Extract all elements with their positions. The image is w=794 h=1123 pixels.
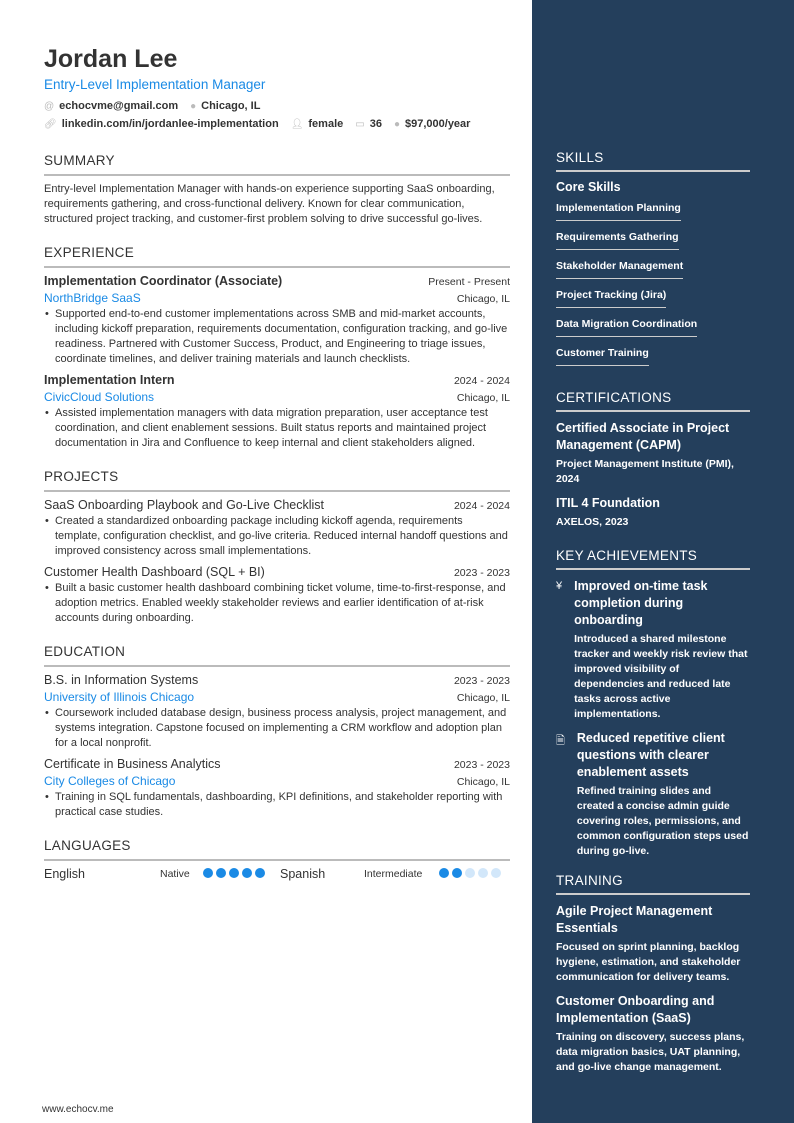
edu-org: University of Illinois Chicago: [44, 690, 195, 704]
summary-heading: SUMMARY: [44, 153, 510, 176]
main-column: [44, 44, 510, 881]
experience-item: [44, 373, 510, 451]
education-item: [44, 757, 510, 820]
achievement-text: Introduced a shared milestone tracker and weekly risk review that improved visibility of dependencies and reduced late tasks across active implementations.: [574, 633, 748, 720]
project-item: [44, 498, 510, 559]
training-title: Agile Project Management Essentials: [556, 904, 713, 935]
language-name: English: [44, 867, 85, 881]
contact-row-1: [44, 98, 510, 115]
skill-item: Project Tracking (Jira): [556, 289, 666, 308]
cert-name: ITIL 4 Foundation: [556, 496, 660, 510]
rating-dot: [255, 868, 265, 878]
location: Chicago, IL: [201, 100, 261, 112]
project-dates: 2024 - 2024: [453, 500, 510, 512]
rating-dot: [229, 868, 239, 878]
edu-bullet: • Coursework included database design, business process analysis, project management, and systems integration. Capstone focused on implementing a CRM workflow and adoption plan for a local nonprofit.: [44, 706, 510, 751]
language-rating: [436, 867, 501, 881]
achievements-heading: KEY ACHIEVEMENTS: [556, 548, 750, 570]
edu-title: Certificate in Business Analytics: [44, 757, 221, 771]
languages-row: [44, 867, 510, 881]
at-icon: @: [44, 101, 55, 112]
certification-item: [556, 420, 750, 487]
projects-heading: PROJECTS: [44, 469, 510, 492]
languages-heading: LANGUAGES: [44, 838, 510, 861]
rating-dot: [478, 868, 488, 878]
edu-dates: 2023 - 2023: [453, 675, 510, 687]
rating-dot: [465, 868, 475, 878]
achievement-item: [556, 730, 750, 859]
achievement-title: Improved on-time task completion during onboarding: [574, 579, 708, 627]
project-bullet: • Created a standardized onboarding package including kickoff agenda, requirements template, configuration checklist, and go-live criteria. Reduced internal handoff questions and improved consistency across small implementations.: [44, 514, 510, 559]
language-rating: [200, 867, 280, 881]
linkedin[interactable]: linkedin.com/in/jordanlee-implementation: [61, 118, 279, 130]
training-item: [556, 993, 750, 1075]
exp-title: Implementation Intern: [44, 373, 175, 387]
email[interactable]: echocvme@gmail.com: [59, 100, 179, 112]
footer-site[interactable]: www.echocv.me: [42, 1104, 114, 1115]
yen-icon: ¥: [556, 580, 563, 592]
skills-list: [556, 198, 750, 372]
achievement-title: Reduced repetitive client questions with clearer enablement assets: [576, 731, 725, 779]
salary: $97,000/year: [405, 118, 471, 130]
education-heading: EDUCATION: [44, 644, 510, 667]
exp-dates: 2024 - 2024: [453, 375, 510, 387]
rating-dot: [242, 868, 252, 878]
candidate-name: Jordan Lee: [44, 45, 178, 73]
cert-name: Certified Associate in Project Management (CAPM): [556, 421, 730, 452]
rating-dot: [491, 868, 501, 878]
edu-dates: 2023 - 2023: [453, 759, 510, 771]
project-item: [44, 565, 510, 626]
language-level: Native: [160, 868, 190, 880]
experience-heading: EXPERIENCE: [44, 245, 510, 268]
calendar-icon: ▭: [355, 119, 365, 130]
file-plus-icon: 🗎︎: [556, 735, 565, 747]
edu-location: Chicago, IL: [456, 776, 510, 788]
language-level: Intermediate: [364, 868, 423, 880]
exp-org: NorthBridge SaaS: [44, 291, 141, 305]
skills-subheading: Core Skills: [556, 180, 621, 194]
contact-row-2: [44, 116, 510, 133]
exp-dates: Present - Present: [428, 276, 510, 288]
person-icon: 👤︎: [290, 119, 304, 130]
edu-org: City Colleges of Chicago: [44, 774, 176, 788]
job-title: Entry-Level Implementation Manager: [44, 77, 266, 92]
achievement-text: Refined training slides and created a concise admin guide covering roles, permissions, and common configuration steps used during go-live.: [576, 785, 749, 857]
location-pin-icon: ●: [190, 101, 197, 112]
training-text: Focused on sprint planning, backlog hygiene, estimation, and stakeholder communication for delivery teams.: [556, 941, 741, 983]
cert-issuer: AXELOS, 2023: [556, 516, 629, 528]
exp-org: CivicCloud Solutions: [44, 390, 155, 404]
skill-item: Stakeholder Management: [556, 260, 683, 279]
sidebar: [532, 0, 794, 1123]
skill-item: Data Migration Coordination: [556, 318, 697, 337]
exp-bullet: • Supported end-to-end customer implementations across SMB and mid-market accounts, including kickoff preparation, requirements documentation, configuration tracking, and go-live readiness. Partnered with Customer Success, Product, and Engineering to triage issues, coordinate timelines, and deliver training materials and launch checklists.: [44, 307, 510, 367]
training-title: Customer Onboarding and Implementation (SaaS): [556, 994, 715, 1025]
rating-dot: [216, 868, 226, 878]
certification-item: [556, 495, 750, 530]
skill-item: Customer Training: [556, 347, 649, 366]
certifications-heading: CERTIFICATIONS: [556, 390, 750, 412]
rating-dot: [439, 868, 449, 878]
age: 36: [369, 118, 382, 130]
cert-issuer: Project Management Institute (PMI), 2024: [556, 458, 734, 485]
skill-item: Implementation Planning: [556, 202, 681, 221]
exp-location: Chicago, IL: [456, 293, 510, 305]
exp-bullet: • Assisted implementation managers with data migration preparation, user acceptance test coordination, and client enablement sessions. Built status reports and maintained project documentation in Jira and Confluence to keep internal and client stakeholders aligned.: [44, 406, 510, 451]
exp-location: Chicago, IL: [456, 392, 510, 404]
money-icon: ●: [393, 119, 400, 130]
training-text: Training on discovery, success plans, data migration basics, UAT planning, and go-live change management.: [556, 1031, 745, 1073]
edu-bullet: • Training in SQL fundamentals, dashboarding, KPI definitions, and stakeholder reporting with practical case studies.: [44, 790, 510, 820]
edu-location: Chicago, IL: [456, 692, 510, 704]
skill-item: Requirements Gathering: [556, 231, 679, 250]
language-name: Spanish: [280, 867, 326, 881]
project-dates: 2023 - 2023: [453, 567, 510, 579]
skills-heading: SKILLS: [556, 150, 750, 172]
project-bullet: • Built a basic customer health dashboard combining ticket volume, time-to-first-response, and adoption metrics. Enabled weekly stakeholder reviews and earlier identification of at-risk accounts during onboarding.: [44, 581, 510, 626]
achievement-item: [556, 578, 750, 722]
link-icon: 🔗︎: [44, 119, 57, 130]
summary-text: Entry-level Implementation Manager with hands-on experience supporting SaaS onboarding, requirements gathering, and cross-functional delivery. Known for clear communication, structured project tracking, and customer-first problem solving to drive successful go-lives.: [44, 183, 495, 225]
experience-item: [44, 274, 510, 367]
training-item: [556, 903, 750, 985]
rating-dot: [203, 868, 213, 878]
rating-dot: [452, 868, 462, 878]
exp-title: Implementation Coordinator (Associate): [44, 274, 283, 288]
project-title: SaaS Onboarding Playbook and Go-Live Checklist: [44, 498, 325, 512]
project-title: Customer Health Dashboard (SQL + BI): [44, 565, 265, 579]
education-item: [44, 673, 510, 751]
edu-title: B.S. in Information Systems: [44, 673, 199, 687]
training-heading: TRAINING: [556, 873, 750, 895]
gender: female: [308, 118, 344, 130]
